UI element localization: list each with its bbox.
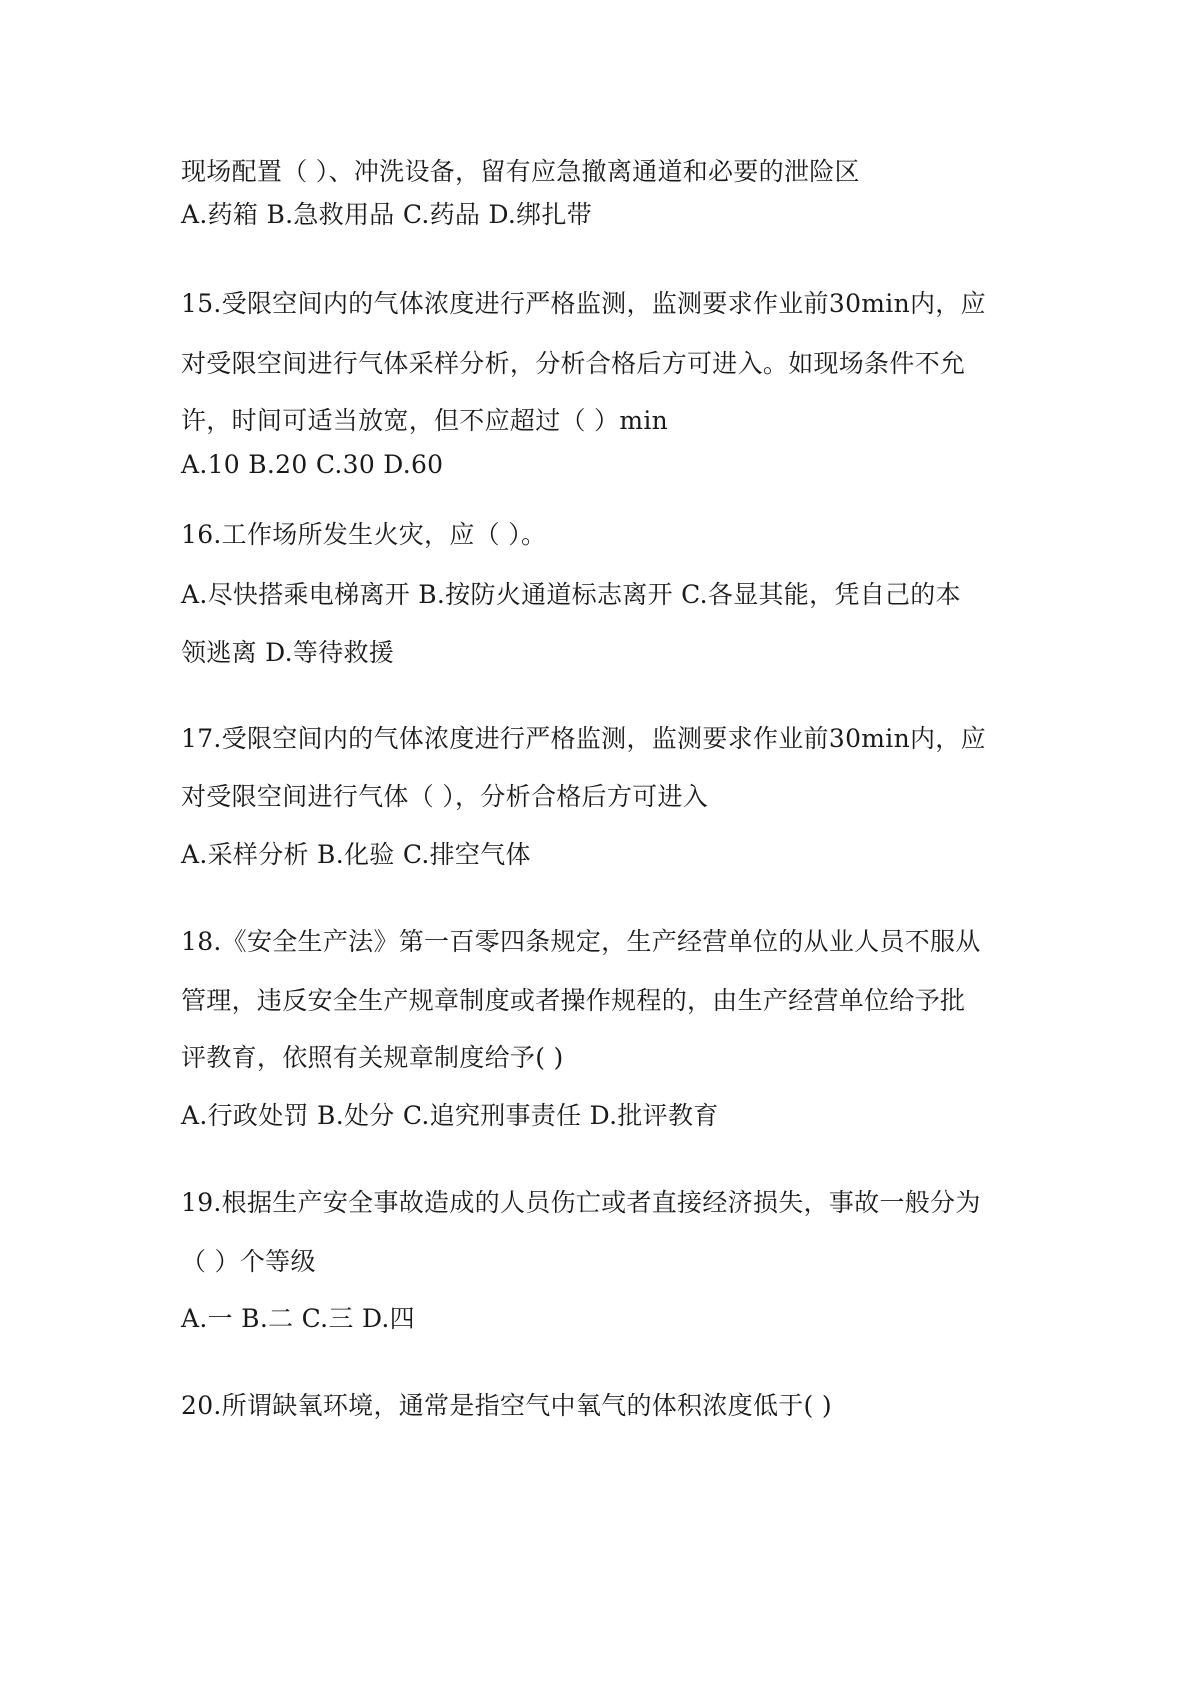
question-16-options: A.尽快搭乘电梯离开 B.按防火通道标志离开 C.各显其能，凭自己的本 bbox=[181, 580, 961, 609]
question-17-stem-line: 17.受限空间内的气体浓度进行严格监测，监测要求作业前30min内，应 bbox=[181, 724, 986, 753]
question-18-stem-line: 评教育，依照有关规章制度给予( ) bbox=[181, 1043, 564, 1072]
question-17-stem-line: 对受限空间进行气体（ ），分析合格后方可进入 bbox=[181, 782, 709, 811]
question-19-stem-line: （ ）个等级 bbox=[181, 1247, 316, 1276]
question-17-options: A.采样分析 B.化验 C.排空气体 bbox=[181, 840, 531, 869]
question-19-options: A.一 B.二 C.三 D.四 bbox=[181, 1304, 415, 1333]
question-14-stem-line: 现场配置（ ）、冲洗设备，留有应急撤离通道和必要的泄险区 bbox=[181, 157, 860, 186]
question-15-stem-line: 对受限空间进行气体采样分析，分析合格后方可进入。如现场条件不允 bbox=[181, 349, 966, 378]
question-18-stem-line: 管理，违反安全生产规章制度或者操作规程的，由生产经营单位给予批 bbox=[181, 986, 966, 1015]
question-14-options: A.药箱 B.急救用品 C.药品 D.绑扎带 bbox=[181, 200, 593, 229]
question-15-stem-line: 15.受限空间内的气体浓度进行严格监测，监测要求作业前30min内，应 bbox=[181, 289, 986, 318]
question-15-stem-line: 许，时间可适当放宽，但不应超过（ ）min bbox=[181, 406, 669, 435]
question-15-options: A.10 B.20 C.30 D.60 bbox=[181, 450, 444, 479]
question-18-stem-line: 18.《安全生产法》第一百零四条规定，生产经营单位的从业人员不服从 bbox=[181, 927, 981, 956]
question-18-options: A.行政处罚 B.处分 C.追究刑事责任 D.批评教育 bbox=[181, 1101, 719, 1130]
question-20-stem-line: 20.所谓缺氧环境，通常是指空气中氧气的体积浓度低于( ) bbox=[181, 1391, 832, 1420]
question-16-stem-line: 16.工作场所发生火灾，应（ ）。 bbox=[181, 520, 547, 549]
question-19-stem-line: 19.根据生产安全事故造成的人员伤亡或者直接经济损失，事故一般分为 bbox=[181, 1188, 981, 1217]
question-16-options: 领逃离 D.等待救援 bbox=[181, 638, 395, 667]
